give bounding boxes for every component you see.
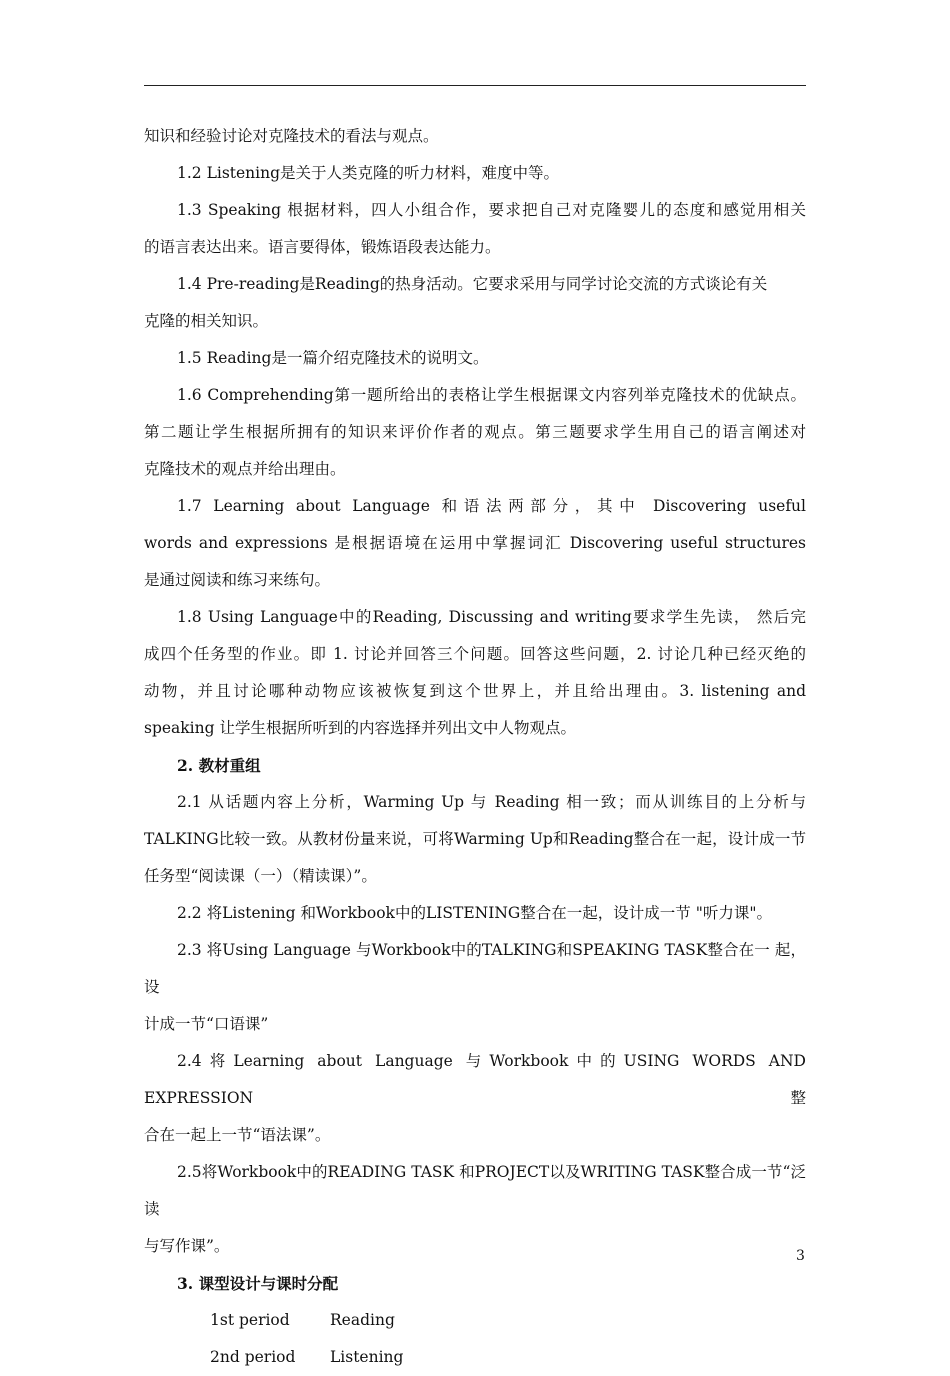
period-name: 2nd period xyxy=(210,1348,296,1366)
paragraph-line: 1.5 Reading是一篇介绍克隆技术的说明文。 xyxy=(177,349,489,367)
paragraph-line: 的语言表达出来。语言要得体，锻炼语段表达能力。 xyxy=(144,238,501,256)
paragraph-line: 2.3 将Using Language 与Workbook中的TALKING和SPEAKING TASK整合在一 起，设 xyxy=(144,941,806,996)
paragraph-line: 任务型“阅读课（一）（精读课）”。 xyxy=(144,867,377,885)
header-rule xyxy=(144,85,806,86)
page-number: 3 xyxy=(796,1248,805,1264)
paragraph-line: 2.1 从话题内容上分析，Warming Up 与 Reading 相一致；而从训练目的上分析与 xyxy=(177,793,806,811)
paragraph-line: 知识和经验讨论对克隆技术的看法与观点。 xyxy=(144,127,439,145)
paragraph-line: 计成一节“口语课” xyxy=(144,1015,269,1033)
section-2-heading: 2. 教材重组 xyxy=(177,756,261,775)
paragraph-line: TALKING比较一致。从教材份量来说，可将Warming Up和Reading整合在一起，设计成一节 xyxy=(144,830,806,848)
section-3-heading: 3. 课型设计与课时分配 xyxy=(177,1274,339,1293)
paragraph-line: 克隆技术的观点并给出理由。 xyxy=(144,460,346,478)
period-value: Listening xyxy=(330,1348,404,1366)
paragraph-line: 2.2 将Listening 和Workbook中的LISTENING整合在一起，设计成一节 "听力课"。 xyxy=(177,904,772,922)
paragraph-line: 成四个任务型的作业。即 1. 讨论并回答三个问题。回答这些问题，2. 讨论几种已经灭绝的 xyxy=(144,645,806,663)
paragraph-line: 2.4将Learning about Language 与Workbook中的USING WORDS AND EXPRESSION整 xyxy=(144,1052,806,1107)
paragraph-line: 1.8 Using Language中的Reading, Discussing and writing要求学生先读， 然后完 xyxy=(177,608,806,626)
section-2-paragraphs xyxy=(144,784,806,1265)
paragraph-line: 是通过阅读和练习来练句。 xyxy=(144,571,331,589)
period-value: Reading xyxy=(330,1311,395,1329)
paragraph-line: 2.5将Workbook中的READING TASK 和PROJECT以及WRITING TASK整合成一节“泛读 xyxy=(144,1163,806,1218)
paragraph-line: 1.7 Learning about Language 和语法两部分，其中 Discovering useful xyxy=(177,497,806,515)
period-row xyxy=(144,1302,806,1339)
paragraph-line: words and expressions 是根据语境在运用中掌握词汇 Discovering useful structures xyxy=(144,534,806,552)
period-name: 1st period xyxy=(210,1311,290,1329)
paragraph-line: speaking 让学生根据所听到的内容选择并列出文中人物观点。 xyxy=(144,719,576,737)
paragraph-line: 动物，并且讨论哪种动物应该被恢复到这个世界上，并且给出理由。3. listening and xyxy=(144,682,806,700)
period-list xyxy=(144,1302,806,1376)
paragraph-line: 1.2 Listening是关于人类克隆的听力材料，难度中等。 xyxy=(177,164,560,182)
period-row xyxy=(144,1339,806,1376)
section-1-paragraphs xyxy=(144,118,806,747)
paragraph-line: 与写作课”。 xyxy=(144,1237,230,1255)
document-body xyxy=(144,118,806,1376)
paragraph-line: 第二题让学生根据所拥有的知识来评价作者的观点。第三题要求学生用自己的语言阐述对 xyxy=(144,423,806,441)
paragraph-line: 克隆的相关知识。 xyxy=(144,312,269,330)
paragraph-line: 1.4 Pre-reading是Reading的热身活动。它要求采用与同学讨论交流的方式谈论有关 xyxy=(177,275,768,293)
paragraph-line: 合在一起上一节“语法课”。 xyxy=(144,1126,331,1144)
paragraph-line: 1.3 Speaking 根据材料，四人小组合作，要求把自己对克隆婴儿的态度和感觉用相关 xyxy=(177,201,806,219)
paragraph-line: 1.6 Comprehending第一题所给出的表格让学生根据课文内容列举克隆技术的优缺点。 xyxy=(177,386,806,404)
